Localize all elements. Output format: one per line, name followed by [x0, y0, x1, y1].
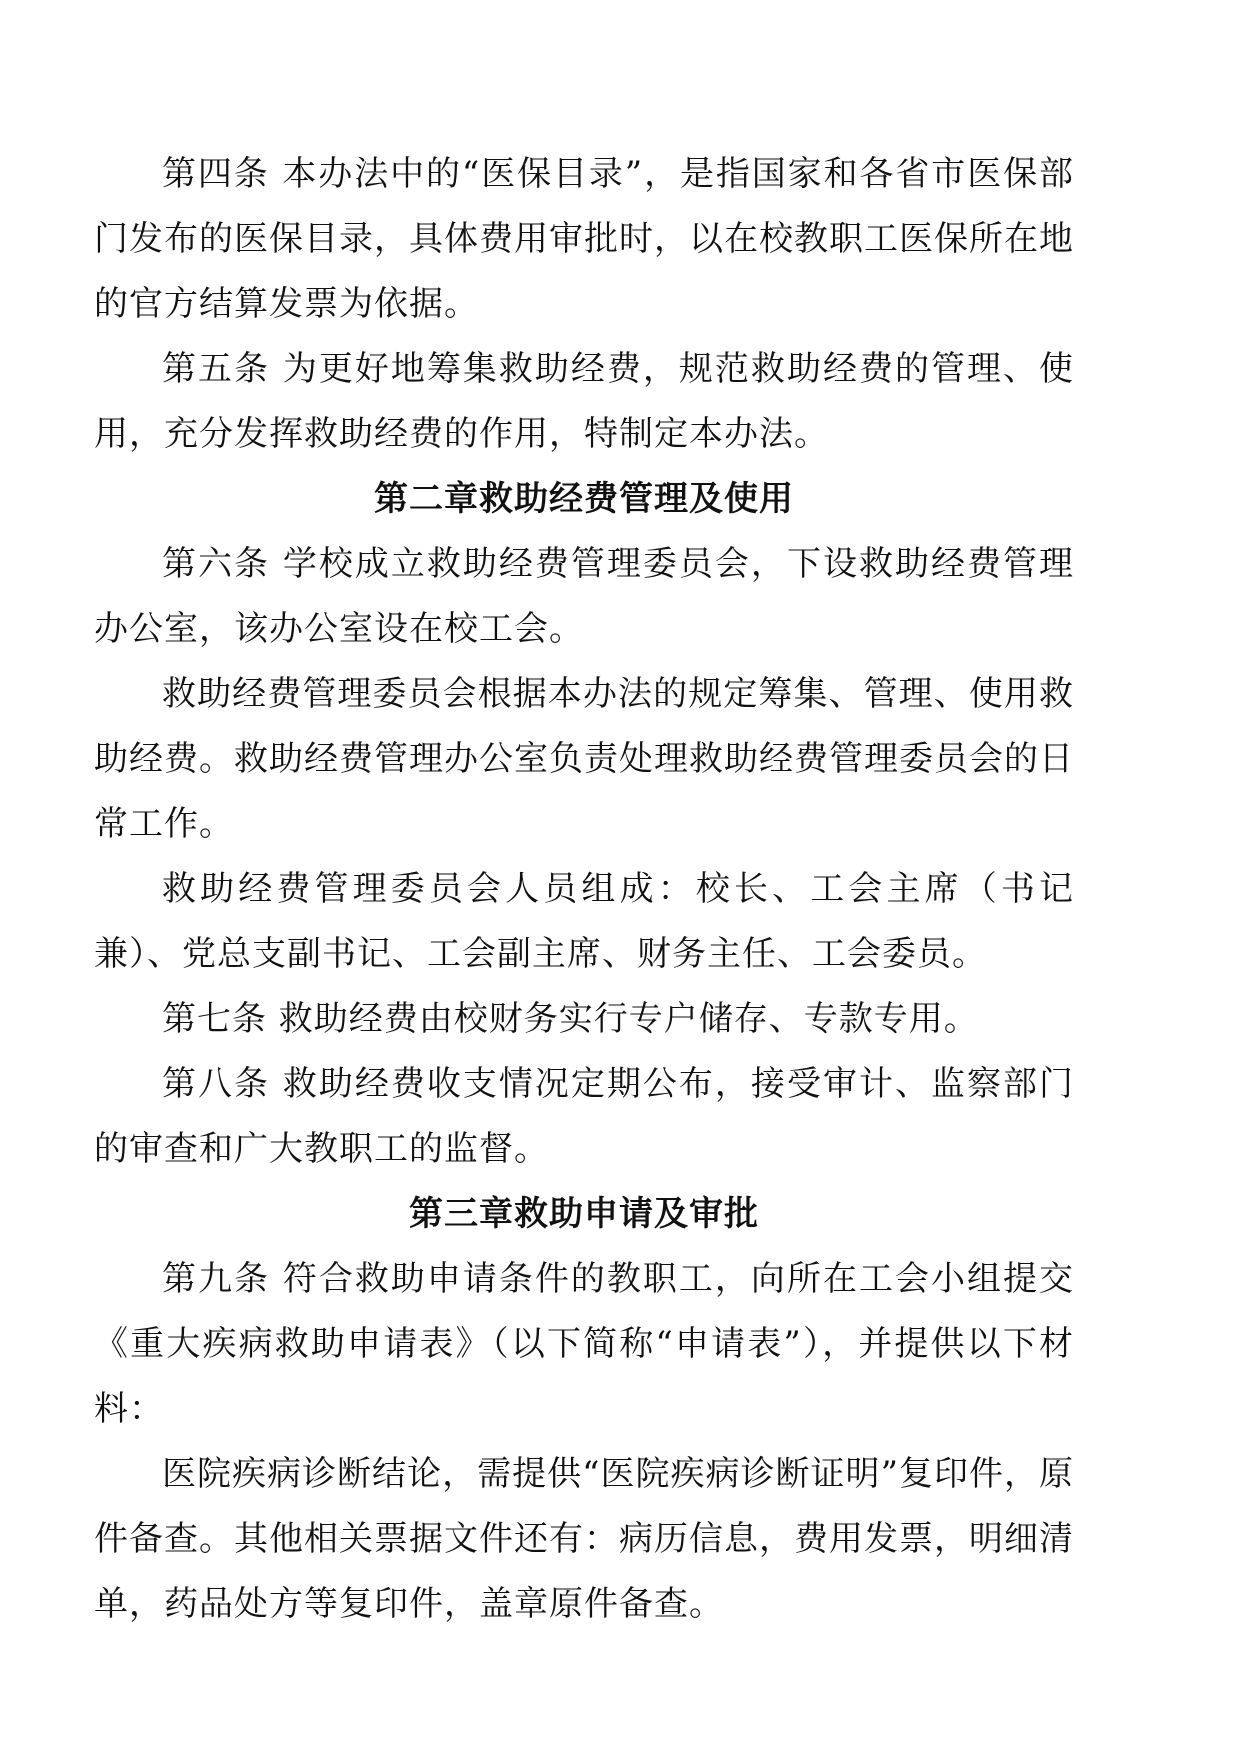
article-5-paragraph: 第五条 为更好地筹集救助经费，规范救助经费的管理、使用，充分发挥救助经费的作用，特制定本办法。	[94, 349, 1074, 454]
document-body	[94, 142, 1074, 1637]
committee-members-paragraph: 救助经费管理委员会人员组成：校长、工会主席（书记兼）、党总支副书记、工会副主席、财务主任、工会委员。	[94, 869, 1074, 974]
chapter-3-heading: 第三章救助申请及审批	[409, 1194, 759, 1234]
article-4-paragraph: 第四条 本办法中的“医保目录”，是指国家和各省市医保部门发布的医保目录，具体费用审批时，以在校教职工医保所在地的官方结算发票为依据。	[94, 154, 1074, 324]
chapter-2-heading: 第二章救助经费管理及使用	[374, 479, 794, 519]
article-6-paragraph: 第六条 学校成立救助经费管理委员会，下设救助经费管理办公室，该办公室设在校工会。	[94, 544, 1074, 649]
article-7-paragraph: 第七条 救助经费由校财务实行专户储存、专款专用。	[162, 999, 979, 1039]
article-9-paragraph: 第九条 符合救助申请条件的教职工，向所在工会小组提交《重大疾病救助申请表》（以下简称“申请表”），并提供以下材料：	[94, 1259, 1074, 1429]
materials-paragraph: 医院疾病诊断结论，需提供“医院疾病诊断证明”复印件，原件备查。其他相关票据文件还有：病历信息，费用发票，明细清单，药品处方等复印件，盖章原件备查。	[94, 1454, 1074, 1624]
article-8-paragraph: 第八条 救助经费收支情况定期公布，接受审计、监察部门的审查和广大教职工的监督。	[94, 1064, 1074, 1169]
committee-duties-paragraph: 救助经费管理委员会根据本办法的规定筹集、管理、使用救助经费。救助经费管理办公室负责处理救助经费管理委员会的日常工作。	[94, 674, 1074, 844]
